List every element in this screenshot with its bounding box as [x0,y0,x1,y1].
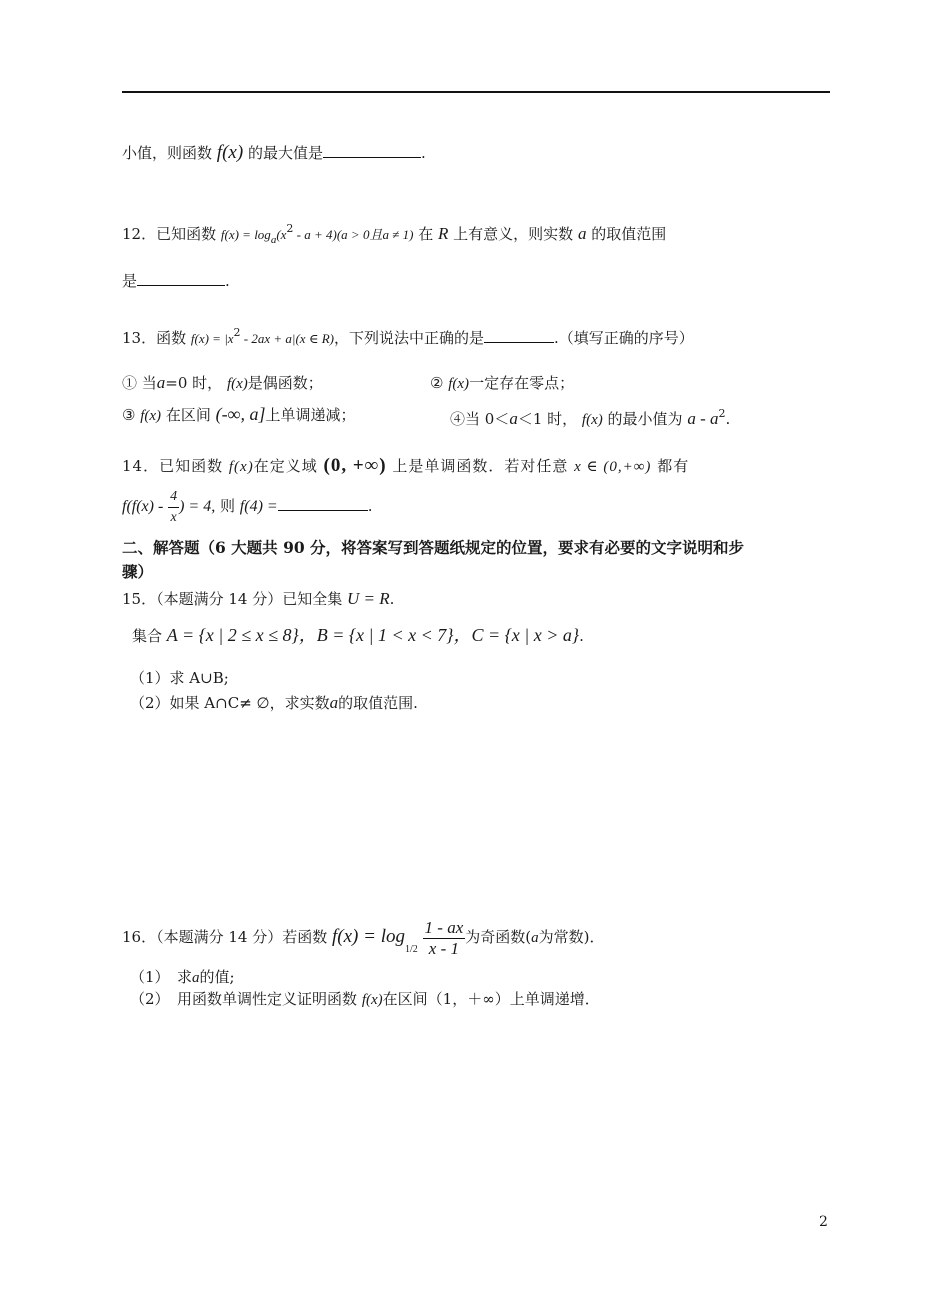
question-13 [122,322,694,350]
formula: f(x) [448,376,470,392]
question-16-part-1 [130,966,235,989]
text: =0 时， [165,374,223,392]
formula: f(x) = log [220,227,271,242]
text: . [725,410,731,428]
text: （2）如果 A∩C≠ ∅，求实数 [130,694,330,712]
question-12 [122,218,666,251]
text: 的最小值为 [607,410,683,428]
fraction-4-over-x [168,487,179,528]
numerator: 1 - ax [424,917,464,937]
text: .（填写正确的序号） [553,329,694,347]
question-15 [122,588,394,610]
text: ③ [122,406,136,424]
text: 为常数)． [538,928,605,946]
question-13-option-2 [430,372,574,395]
text: 集合 [132,627,163,645]
answer-blank[interactable] [323,143,421,158]
formula-sup: 2 [718,407,726,420]
text: 则 [220,497,236,515]
formula: f(x) [216,142,244,163]
text: 都有 [657,457,690,475]
section-2-heading: 二、解答题（6 大题共 90 分，将答案写到答题纸规定的位置，要求有必要的文字说明和步 [122,538,745,557]
text: . [225,272,230,290]
formula: f(x) = log [332,926,405,947]
question-12-line2 [122,270,230,292]
formula-sub: 1/2 [404,944,418,955]
q11-continuation [122,142,426,164]
formula: a [156,373,166,392]
text: 在定义域 [253,457,318,475]
question-16-part-2 [130,988,600,1011]
formula: f(x) [228,459,254,475]
formula: f(x) = |x [190,331,234,346]
denominator: x - 1 [428,938,459,958]
text: 是偶函数； [247,374,323,392]
text: ② [430,374,444,392]
formula: (-∞, a] [215,404,266,424]
text: 在区间 [165,406,211,424]
text: . [367,497,373,515]
formula: f(x) [581,412,603,428]
formula: A = {x | 2 ≤ x ≤ 8}，B = {x | 1 < x < 7}，C = {x | x > a} [166,625,580,645]
formula: a - a [687,409,719,428]
text: 上单调递减； [265,406,356,424]
text: （2） 用函数单调性定义证明函数 [130,990,358,1008]
text: 的取值范围. [338,694,418,712]
formula: a [531,930,539,946]
formula: a [509,409,518,428]
fraction-log-arg [423,918,466,959]
formula: a [329,693,339,712]
formula: ) = 4, [179,498,216,515]
numerator: 4 [168,487,179,508]
formula: f(x) [140,408,162,424]
text: 在区间（1，＋∞）上单调递增． [382,990,600,1008]
text: 在 [418,225,434,243]
question-14 [122,455,689,478]
text: 的值; [199,968,235,986]
page-number: 2 [819,1214,828,1230]
formula: f(4) = [239,498,278,515]
text: ，下列说法中正确的是 [333,329,484,347]
text: 小值，则函数 [122,144,213,162]
formula: x ∈ (0,+∞) [574,459,652,475]
formula-sup: 2 [233,326,241,339]
formula: (0, +∞) [323,455,387,476]
question-13-option-1 [122,372,323,395]
text: 的最大值是 [247,144,323,162]
formula: f(x) [361,992,383,1008]
text: 是 [122,272,138,290]
question-15-part-2 [130,692,418,714]
formula-sub: a [270,234,277,246]
question-15-part-1: （1）求 A∪B; [130,669,229,687]
text: 的取值范围 [591,225,667,243]
question-14-line2 [122,484,372,529]
formula: a [192,970,200,986]
text: 上有意义，则实数 [453,225,574,243]
answer-blank[interactable] [278,496,368,511]
formula: f(f(x) - [122,498,164,515]
text: ① 当 [122,374,157,392]
text: . [420,144,426,162]
header-rule [122,91,830,93]
formula: - 2ax + a|(x ∈ R) [240,331,334,346]
text: ④当 0＜ [450,410,510,428]
text: 上是单调函数．若对任意 [392,457,569,475]
formula: f(x) [226,376,248,392]
answer-blank[interactable] [484,328,554,343]
formula: (x [276,227,287,242]
question-13-option-4 [450,403,730,431]
question-number: 12．已知函数 [122,225,217,243]
answer-blank[interactable] [137,271,225,286]
text: 为奇函数( [465,928,532,946]
formula: R [438,224,449,243]
question-number: 15．（本题满分 14 分）已知全集 [122,590,343,608]
text: （1） 求 [130,968,193,986]
text: . [579,627,584,645]
section-2-heading-line2: 骤） [122,562,154,581]
formula-sup: 2 [286,222,294,235]
formula: - a + 4)(a > 0且a ≠ 1) [293,227,414,242]
text: . [389,590,395,608]
text: 一定存在零点； [469,374,575,392]
question-number: 13．函数 [122,329,187,347]
question-15-sets [132,624,584,647]
question-number: 16．（本题满分 14 分）若函数 [122,928,328,946]
denominator: x [170,509,177,525]
question-13-option-3 [122,403,355,427]
text: ＜1 时， [517,410,578,428]
formula: U = R [347,589,390,608]
formula: a [577,224,587,243]
question-number: 14．已知函数 [122,457,224,475]
